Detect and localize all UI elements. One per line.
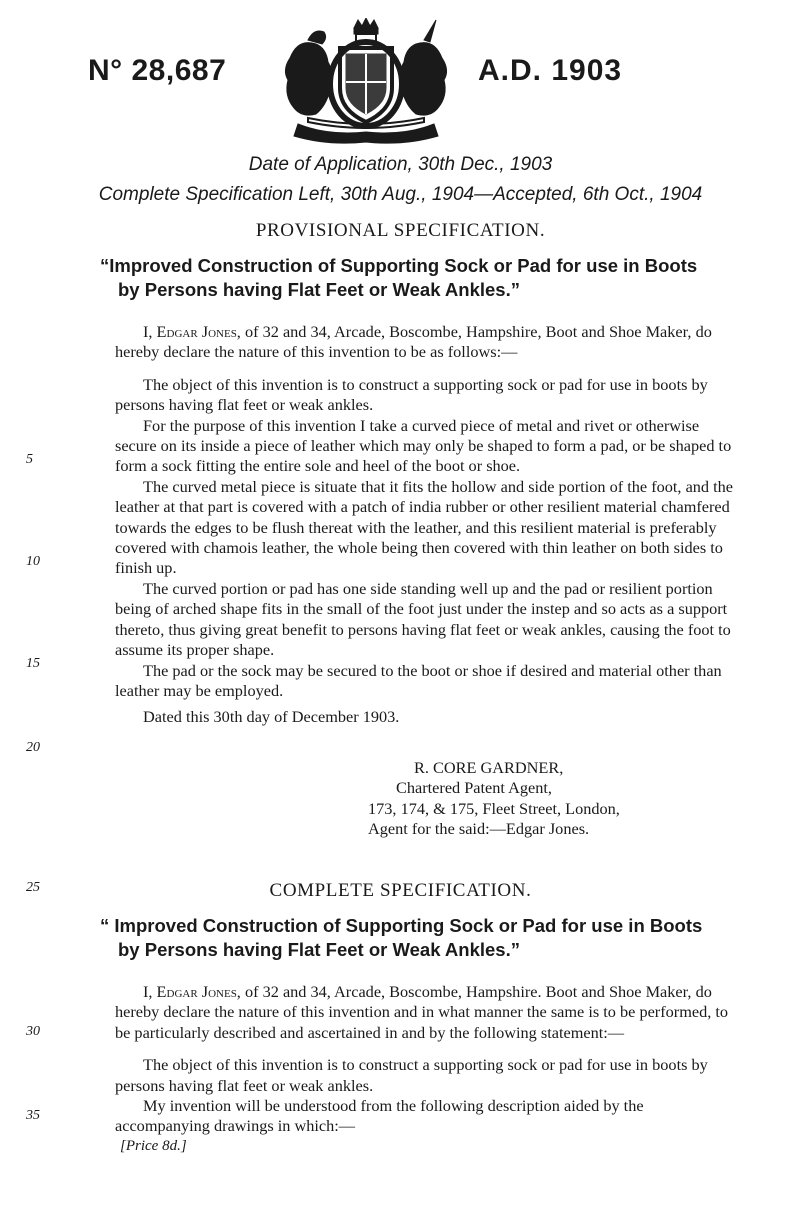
document-header: [0, 18, 801, 148]
provisional-body: [115, 322, 735, 728]
provisional-heading: PROVISIONAL SPECIFICATION.: [255, 220, 546, 241]
application-dates: [0, 150, 801, 210]
line-number: 15: [26, 656, 40, 671]
provisional-title-line-1: “Improved Construction of Supporting Sock or Pad for use in Boots: [100, 255, 698, 276]
provisional-title: [100, 254, 720, 302]
patent-year: A.D. 1903: [478, 54, 623, 87]
complete-paragraph: The object of this invention is to construct a supporting sock or pad for use in boots by persons having flat feet or weak ankles.: [115, 1055, 708, 1095]
complete-title: [100, 914, 720, 962]
agent-signature: [368, 758, 620, 840]
agent-title: Chartered Patent Agent,: [396, 778, 552, 798]
applicant-name: I, Edgar Jones,: [143, 982, 241, 1001]
complete-intro: [115, 982, 735, 1043]
patent-number: N° 28,687: [88, 54, 227, 87]
specification-dates: Complete Specification Left, 30th Aug., 1904—Accepted, 6th Oct., 1904: [98, 184, 703, 205]
complete-heading: COMPLETE SPECIFICATION.: [269, 880, 532, 901]
provisional-title-line-2: by Persons having Flat Feet or Weak Ankles.”: [118, 279, 520, 300]
agent-address: 173, 174, & 175, Fleet Street, London,: [368, 798, 620, 818]
complete-body: [115, 982, 735, 1137]
price: [Price 8d.]: [120, 1138, 187, 1154]
line-number: 20: [26, 740, 40, 755]
line-number: 35: [26, 1108, 40, 1123]
complete-title-line-1: “ Improved Construction of Supporting Sock or Pad for use in Boots: [100, 915, 703, 936]
provisional-paragraph: The curved portion or pad has one side standing well up and the pad or resilient portion being of arched shape fits in the small of the foot just under the instep and so acts as a support thereto, thus giving great benefit to persons having flat feet or weak ankles, causing the foot to assume its proper shape.: [115, 578, 731, 660]
application-date: Date of Application, 30th Dec., 1903: [248, 154, 553, 175]
line-number: 10: [26, 554, 40, 569]
provisional-intro: [115, 322, 735, 363]
provisional-paragraph: The curved metal piece is situate that it fits the hollow and side portion of the foot, and the leather at that part is covered with a patch of india rubber or other resilient material chamfered towards the edges to be flush thereat with the leather, and this resilient material is preferably covered with chamois leather, the whole being then covered with thin leather on both sides to finish up.: [115, 476, 734, 578]
provisional-intro-text: of 32 and 34, Arcade, Boscombe, Hampshire, Boot and Shoe Maker, do hereby declare the nature of this invention to be as follows:—: [115, 322, 712, 362]
complete-paragraph: My invention will be understood from the following description aided by the accompanying drawings in which:—: [115, 1096, 644, 1136]
provisional-paragraph: For the purpose of this invention I take a curved piece of metal and rivet or otherwise secure on its inside a piece of leather which may only be shaped to form a pad, or be shaped to form a sock fitting the entire sole and heel of the boot or shoe.: [115, 415, 732, 476]
complete-title-line-2: by Persons having Flat Feet or Weak Ankles.”: [118, 939, 520, 960]
provisional-dated: Dated this 30th day of December 1903.: [143, 707, 400, 727]
line-number: 5: [26, 452, 33, 467]
agent-for: Agent for the said:—Edgar Jones.: [368, 819, 590, 839]
royal-coat-of-arms-icon: [268, 18, 464, 148]
provisional-paragraph: The object of this invention is to construct a supporting sock or pad for use in boots by persons having flat feet or weak ankles.: [115, 374, 708, 415]
agent-name: R. CORE GARDNER,: [414, 758, 564, 777]
line-number: 25: [26, 880, 40, 895]
applicant-name: I, Edgar Jones,: [143, 322, 241, 341]
line-number: 30: [26, 1024, 40, 1039]
complete-intro-text: of 32 and 34, Arcade, Boscombe, Hampshire. Boot and Shoe Maker, do hereby declare the nature of this invention and in what manner the same is to be performed, to be particularly described and ascertained in and by the following statement:—: [115, 982, 729, 1042]
provisional-paragraph: The pad or the sock may be secured to the boot or shoe if desired and material other than leather may be employed.: [115, 660, 722, 700]
